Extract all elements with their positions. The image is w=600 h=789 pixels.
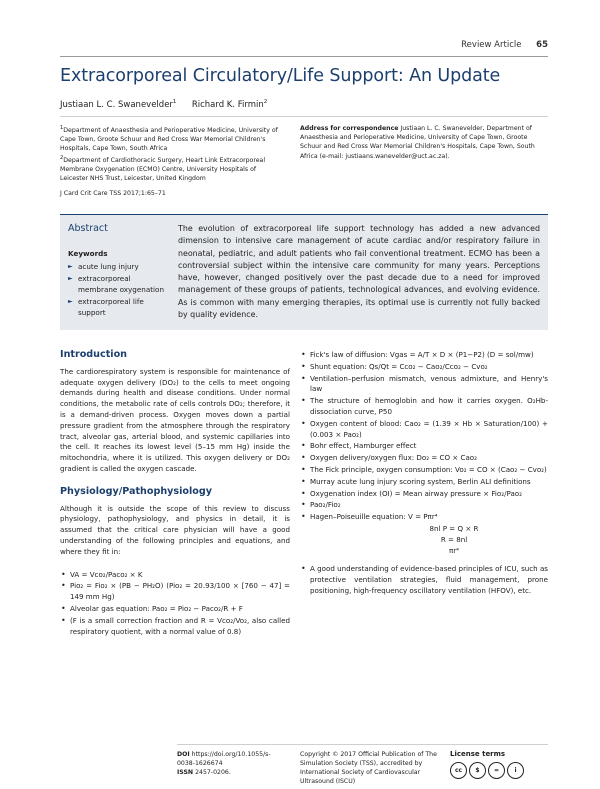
arrow-bullet-icon: ► — [68, 297, 73, 305]
author-line — [60, 99, 267, 110]
license-title: License terms — [450, 750, 506, 758]
license-icons[interactable] — [450, 762, 548, 779]
keyword-text: extracorporeal membrane oxygenation — [78, 273, 165, 294]
list-item-text: Shunt equation: Qs/Qt = Cco₂ − Cao₂/Cco₂ − Cvo₂ — [310, 361, 488, 371]
issn-label: ISSN — [177, 769, 194, 776]
list-item — [300, 489, 548, 500]
bullet-dot-icon: • — [301, 441, 306, 451]
list-item-text: A good understanding of evidence-based principles of ICU, such as protective ventilation strategies, fluid management, prone positioning, high-frequency oscillatory ventilation (HFOV), etc. — [310, 564, 548, 595]
bullet-dot-icon: • — [301, 418, 306, 428]
page-number: 65 — [536, 40, 548, 50]
affiliation-rule — [60, 116, 548, 117]
list-item — [60, 604, 290, 615]
header-rule — [60, 56, 548, 57]
list-item-text: Oxygen delivery/oxygen flux: Do₂ = CO × Cao₂ — [310, 453, 477, 463]
bullet-dot-icon: • — [301, 512, 306, 522]
affiliation-text: Department of Anaesthesia and Perioperative Medicine, University of Cape Town, Groote Schuur and Red Cross War Memorial Children's Hospitals, Cape Town, South Africa — [60, 127, 278, 153]
keywords-heading: Keywords — [68, 249, 108, 258]
article-title: Extracorporeal Circulatory/Life Support: An Update — [60, 66, 501, 86]
list-item-text: Bohr effect, Hamburger effect — [310, 441, 417, 451]
noderivatives-icon: = — [488, 762, 505, 779]
bullet-dot-icon: • — [301, 373, 306, 383]
list-item — [60, 581, 290, 603]
attribution-icon: i — [507, 762, 524, 779]
left-column — [60, 350, 290, 638]
list-item — [300, 362, 548, 373]
correspondence-text: Justiaan L. C. Swanevelder, Department of Anaesthesia and Perioperative Medicine, University of Cape Town, Groote Schuur and Red Cross War Memorial Children's Hospitals, Cape Town, South Africa (e-mail: justiaans.wanevelder@uct.ac.za). — [300, 125, 535, 160]
issn-value: 2457-0206. — [195, 769, 231, 776]
list-item-text: VA = Vco₂/Paco₂ × K — [70, 569, 143, 579]
introduction-heading: Introduction — [60, 349, 127, 360]
hagen-poiseuille-equation — [300, 524, 548, 556]
list-item — [300, 441, 548, 452]
list-item — [300, 374, 548, 396]
author-sup: 1 — [172, 99, 177, 105]
license-block — [450, 750, 548, 779]
author-sup: 2 — [263, 99, 268, 105]
physiology-heading: Physiology/Pathophysiology — [60, 485, 213, 497]
list-item — [300, 465, 548, 476]
affiliation-item — [60, 154, 286, 184]
list-item-text: Pio₂ = Fio₂ × (PB − PH₂O) (Pio₂ = 20.93/100 × [760 − 47] = 149 mm Hg) — [70, 581, 290, 602]
right-column — [300, 350, 548, 598]
footer-copyright: Copyright © 2017 Official Publication of The Simulation Society (TSS), accredited by International Society of Cardiovascular Ultrasound (ISCU) — [300, 751, 437, 785]
arrow-bullet-icon: ► — [68, 263, 73, 270]
bullet-dot-icon: • — [301, 453, 306, 463]
bullet-dot-icon: • — [61, 615, 66, 625]
author-name: Justiaan L. C. Swanevelder — [60, 99, 173, 110]
correspondence — [300, 124, 540, 161]
keyword-item — [68, 261, 168, 273]
abstract-heading: Abstract — [68, 223, 108, 234]
keyword-item — [68, 273, 168, 296]
list-item-text: (F is a small correction fraction and R = Vco₂/Vo₂, also called respiratory quotient, with a normal value of 0.8) — [70, 615, 290, 636]
list-item — [300, 350, 548, 361]
bullet-dot-icon: • — [301, 464, 306, 474]
list-item — [300, 396, 548, 418]
list-item-text: The structure of hemoglobin and how it carries oxygen. O₂Hb-dissociation curve, P50 — [310, 396, 548, 416]
footer-rule — [177, 744, 548, 745]
section-label: Review Article — [461, 40, 522, 50]
list-item — [300, 419, 548, 441]
equation-line: R = 8nl — [440, 534, 468, 544]
equation-list-right — [300, 350, 548, 523]
author-name: Richard K. Firmin — [191, 99, 264, 110]
list-item — [60, 616, 290, 638]
doi-label: DOI — [177, 751, 190, 758]
list-item — [300, 512, 548, 523]
list-item — [60, 570, 290, 581]
keyword-text: acute lung injury — [78, 262, 139, 271]
list-item — [300, 564, 548, 596]
keywords-list — [68, 261, 168, 319]
correspondence-label: Address for correspondence — [300, 125, 399, 132]
bullet-dot-icon: • — [301, 361, 306, 371]
affiliation-text: Department of Cardiothoracic Surgery, Heart Link Extracorporeal Membrane Oxygenation (ECMO) Centre, University Hospitals of Leicester NHS Trust, Leicester, United Kingdom — [60, 156, 266, 183]
running-head — [461, 40, 548, 50]
cc-icon: cc — [450, 762, 467, 779]
list-item — [300, 477, 548, 488]
bullet-dot-icon: • — [301, 564, 306, 574]
affiliations — [60, 124, 286, 183]
list-item-text: Fick's law of diffusion: Vgas = A/T × D × (P1−P2) (D = sol/mw) — [310, 350, 534, 359]
abstract-box — [60, 214, 548, 330]
bullet-dot-icon: • — [301, 500, 306, 510]
bullet-dot-icon: • — [61, 569, 66, 579]
equation-line: 8nl P = Q × R — [429, 523, 479, 533]
keyword-text: extracorporeal life support — [78, 296, 144, 317]
bullet-dot-icon: • — [301, 396, 306, 406]
abstract-text: The evolution of extracorporeal life support technology has added a new advanced dimension to intensive care management of acute cardiac and/or respiratory failure in neonatal, pediatric, and adult patients who fail conventional treatment. ECMO has been a controversial subject within the intensive care community for many years. Perceptions have, however, changed positively over the past decade due to a need for improved management of these groups of patients, technological advances, and evolving evidence. As is common with many emerging therapies, its optimal use is currently not fully backed by quality evidence. — [178, 224, 540, 320]
keyword-item — [68, 296, 168, 319]
affiliation-sup: 2 — [60, 154, 64, 161]
list-item-text: Alveolar gas equation: Pao₂ = Pio₂ − Paco₂/R + F — [70, 603, 243, 613]
list-item-text: Oxygen content of blood: Cao₂ = (1.39 × Hb × Saturation/100) + (0.003 × Pao₂) — [310, 418, 548, 439]
equation-list-right-end — [300, 564, 548, 596]
affiliation-sup: 1 — [60, 125, 64, 131]
bullet-dot-icon: • — [61, 581, 66, 591]
list-item — [300, 453, 548, 464]
arrow-bullet-icon: ► — [68, 274, 73, 282]
list-item-text: Ventilation–perfusion mismatch, venous admixture, and Henry's law — [310, 373, 548, 394]
list-item-text: Pao₂/Fio₂ — [310, 500, 341, 510]
bullet-dot-icon: • — [61, 603, 66, 613]
list-item — [300, 500, 548, 511]
doi-link[interactable]: https://doi.org/10.1055/s-0038-1626674 — [177, 751, 271, 767]
noncommercial-icon: $ — [469, 762, 486, 779]
list-item-text: Hagen–Poiseuille equation: V = Pπr⁴ — [310, 512, 438, 522]
list-item-text: The Fick principle, oxygen consumption: Vo₂ = CO × (Cao₂ − Cvo₂) — [310, 464, 547, 474]
abstract-sidebar — [68, 223, 168, 319]
equation-list-left — [60, 570, 290, 638]
introduction-paragraph: The cardiorespiratory system is responsible for maintenance of adequate oxygen delivery (DO₂) to the cells to meet ongoing demands during health and disease conditions. Under normal conditions, the metabolic rate of cells controls DO₂; therefore, it is a demand-driven process. Oxygen moves down a partial pressure gradient from the atmosphere through the respiratory tract, alveolar gas, arterial blood, and systemic capillaries into the cell. It reaches its lowest level (5–15 mm Hg) inside the mitochondria, where it is utilized. This oxygen delivery or DO₂ gradient is called the oxygen cascade. — [60, 366, 290, 473]
bullet-dot-icon: • — [301, 476, 306, 486]
footer-doi — [177, 750, 287, 777]
list-item-text: Oxygenation index (OI) = Mean airway pressure × Fio₂/Pao₂ — [310, 488, 522, 498]
equation-line: πr⁴ — [448, 545, 460, 555]
journal-citation: J Card Crit Care TSS 2017;1:65–71 — [60, 190, 166, 197]
bullet-dot-icon: • — [301, 350, 306, 359]
affiliation-item — [60, 124, 286, 154]
list-item-text: Murray acute lung injury scoring system, Berlin ALI definitions — [310, 476, 531, 486]
physiology-paragraph: Although it is outside the scope of this review to discuss physiology, pathophysiology, and physics in detail, it is assumed that the critical care physician will have a good understanding of the following principles and equations, and where they fit in: — [60, 503, 290, 556]
bullet-dot-icon: • — [301, 488, 306, 498]
